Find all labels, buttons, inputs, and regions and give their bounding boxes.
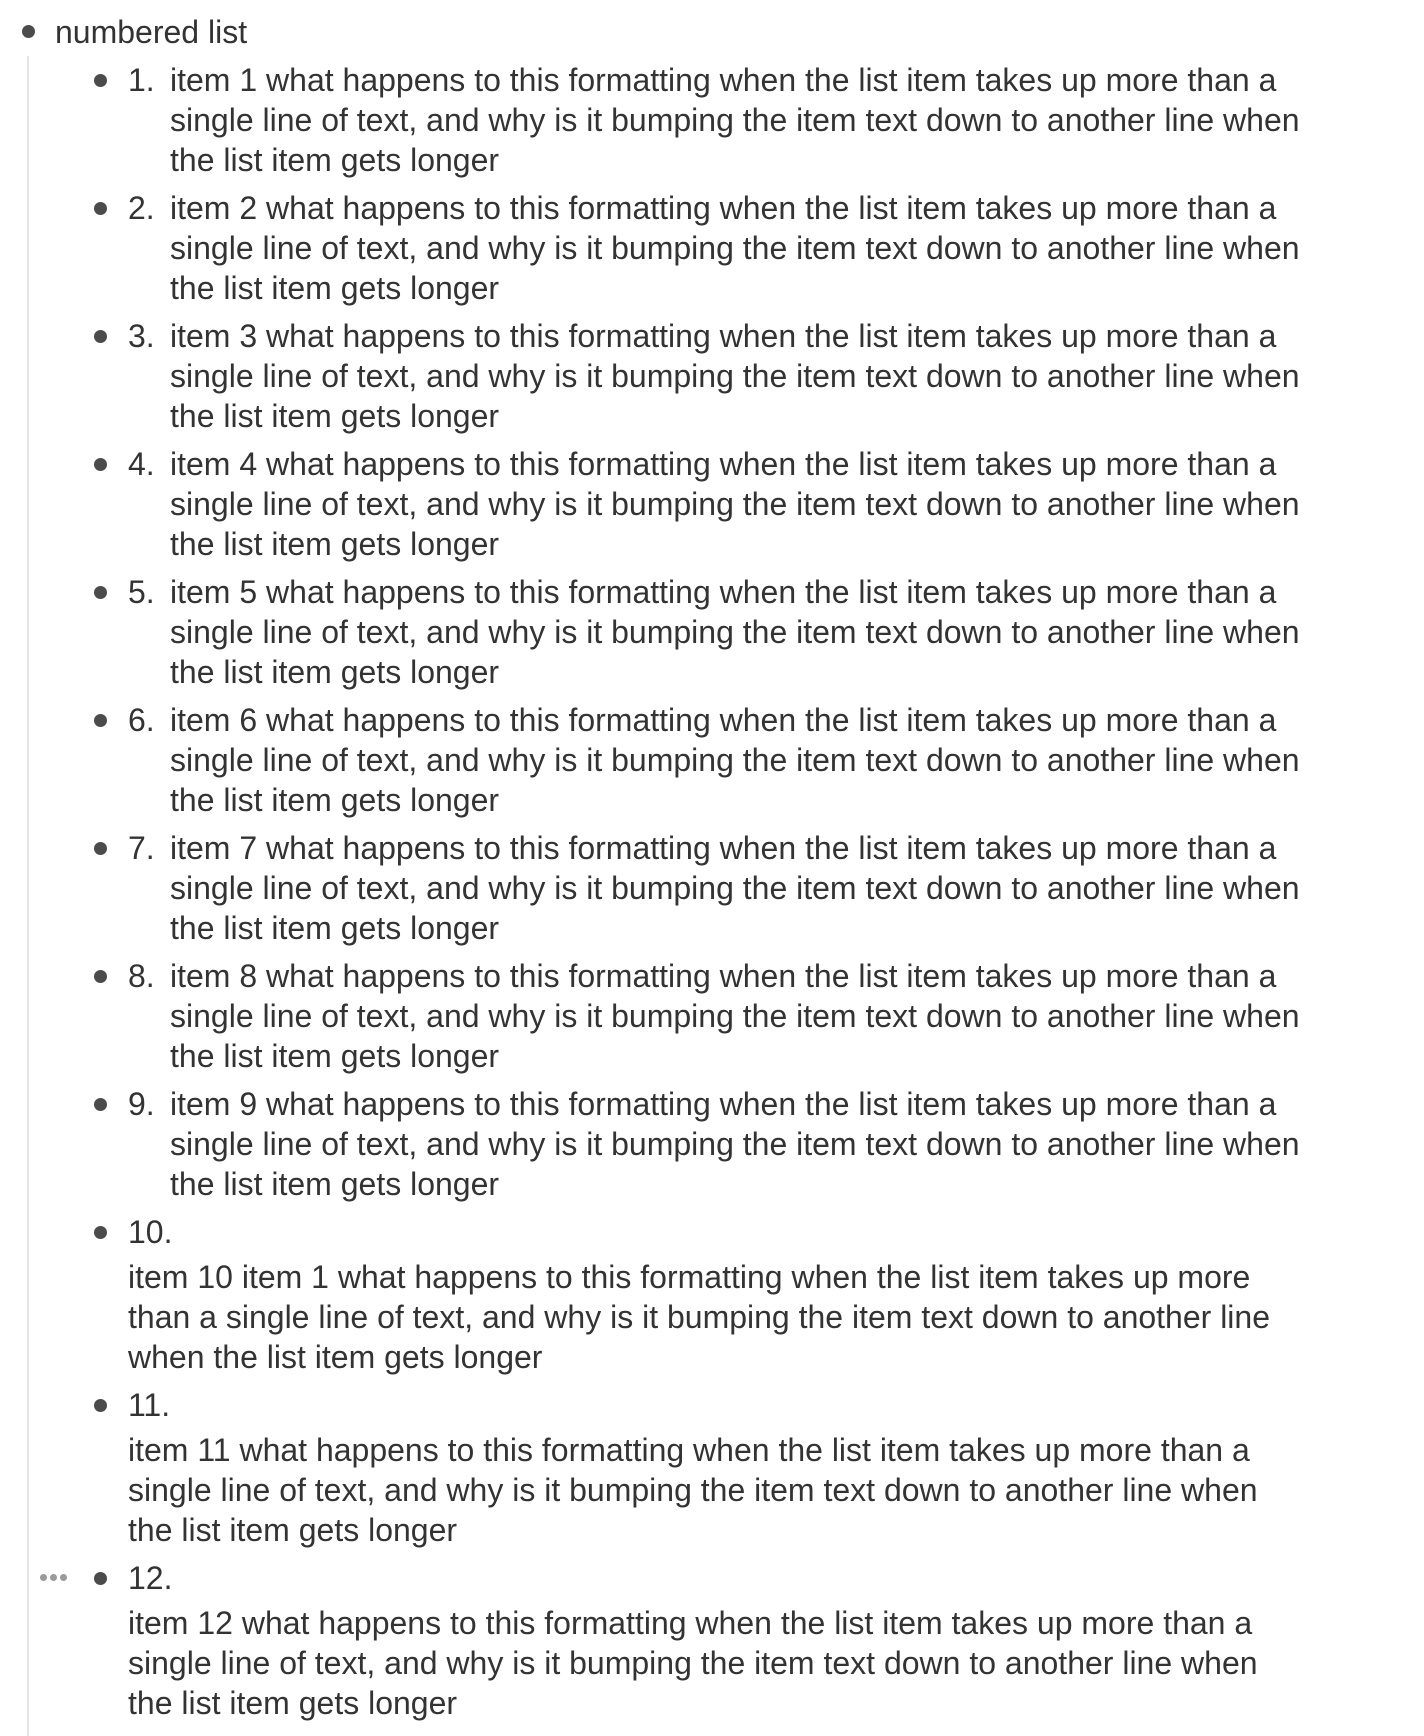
item-number: 12. bbox=[128, 1560, 173, 1596]
child-list bbox=[0, 60, 1424, 1731]
bullet-icon[interactable] bbox=[94, 1098, 107, 1111]
bullet-icon[interactable] bbox=[94, 1226, 107, 1239]
bullet-icon[interactable] bbox=[94, 842, 107, 855]
list-item[interactable] bbox=[0, 700, 1424, 828]
item-text[interactable]: item 1 what happens to this formatting when the list item takes up more than a single line of text, and why is it bumping the item text down to another line when the list item gets longer bbox=[170, 62, 1300, 178]
bullet-icon[interactable] bbox=[94, 970, 107, 983]
list-item[interactable] bbox=[0, 828, 1424, 956]
bullet-icon[interactable] bbox=[94, 330, 107, 343]
root-item-label[interactable]: numbered list bbox=[55, 14, 248, 50]
list-item[interactable] bbox=[0, 956, 1424, 1084]
item-number: 10. bbox=[128, 1214, 173, 1250]
item-number: 2. bbox=[128, 190, 155, 226]
item-number: 9. bbox=[128, 1086, 155, 1122]
item-number: 7. bbox=[128, 830, 155, 866]
list-item[interactable] bbox=[0, 1558, 1424, 1731]
list-item[interactable] bbox=[0, 188, 1424, 316]
item-number: 4. bbox=[128, 446, 155, 482]
list-item[interactable] bbox=[0, 444, 1424, 572]
item-text[interactable]: item 7 what happens to this formatting when the list item takes up more than a single line of text, and why is it bumping the item text down to another line when the list item gets longer bbox=[170, 830, 1300, 946]
item-text[interactable]: item 12 what happens to this formatting when the list item takes up more than a single line of text, and why is it bumping the item text down to another line when the list item gets longer bbox=[128, 1605, 1258, 1721]
root-list-item[interactable] bbox=[0, 12, 1400, 52]
item-number: 1. bbox=[128, 62, 155, 98]
item-text[interactable]: item 5 what happens to this formatting when the list item takes up more than a single line of text, and why is it bumping the item text down to another line when the list item gets longer bbox=[170, 574, 1300, 690]
bullet-icon[interactable] bbox=[94, 714, 107, 727]
item-number: 5. bbox=[128, 574, 155, 610]
list-item[interactable] bbox=[0, 572, 1424, 700]
bullet-icon[interactable] bbox=[94, 458, 107, 471]
item-number: 6. bbox=[128, 702, 155, 738]
bullet-icon[interactable] bbox=[94, 74, 107, 87]
list-item[interactable] bbox=[0, 316, 1424, 444]
item-number: 11. bbox=[128, 1387, 171, 1423]
item-number: 3. bbox=[128, 318, 155, 354]
item-text[interactable]: item 2 what happens to this formatting when the list item takes up more than a single line of text, and why is it bumping the item text down to another line when the list item gets longer bbox=[170, 190, 1300, 306]
bullet-icon[interactable] bbox=[94, 1572, 107, 1585]
item-text[interactable]: item 3 what happens to this formatting when the list item takes up more than a single line of text, and why is it bumping the item text down to another line when the list item gets longer bbox=[170, 318, 1300, 434]
list-item[interactable] bbox=[0, 1385, 1424, 1558]
item-text[interactable]: item 11 what happens to this formatting when the list item takes up more than a single line of text, and why is it bumping the item text down to another line when the list item gets longer bbox=[128, 1432, 1258, 1548]
item-text[interactable]: item 8 what happens to this formatting when the list item takes up more than a single line of text, and why is it bumping the item text down to another line when the list item gets longer bbox=[170, 958, 1300, 1074]
list-item[interactable] bbox=[0, 1212, 1424, 1385]
bullet-icon[interactable] bbox=[94, 1399, 107, 1412]
bullet-icon[interactable] bbox=[94, 202, 107, 215]
bullet-icon[interactable] bbox=[94, 586, 107, 599]
list-item[interactable] bbox=[0, 1084, 1424, 1212]
list-item[interactable] bbox=[0, 60, 1424, 188]
more-options-icon[interactable] bbox=[40, 1574, 67, 1581]
bullet-icon[interactable] bbox=[22, 25, 35, 38]
item-text[interactable]: item 4 what happens to this formatting when the list item takes up more than a single line of text, and why is it bumping the item text down to another line when the list item gets longer bbox=[170, 446, 1300, 562]
item-text[interactable]: item 10 item 1 what happens to this formatting when the list item takes up more than a single line of text, and why is it bumping the item text down to another line when the list item gets longer bbox=[128, 1259, 1270, 1375]
item-number: 8. bbox=[128, 958, 155, 994]
item-text[interactable]: item 9 what happens to this formatting when the list item takes up more than a single line of text, and why is it bumping the item text down to another line when the list item gets longer bbox=[170, 1086, 1300, 1202]
item-text[interactable]: item 6 what happens to this formatting when the list item takes up more than a single line of text, and why is it bumping the item text down to another line when the list item gets longer bbox=[170, 702, 1300, 818]
